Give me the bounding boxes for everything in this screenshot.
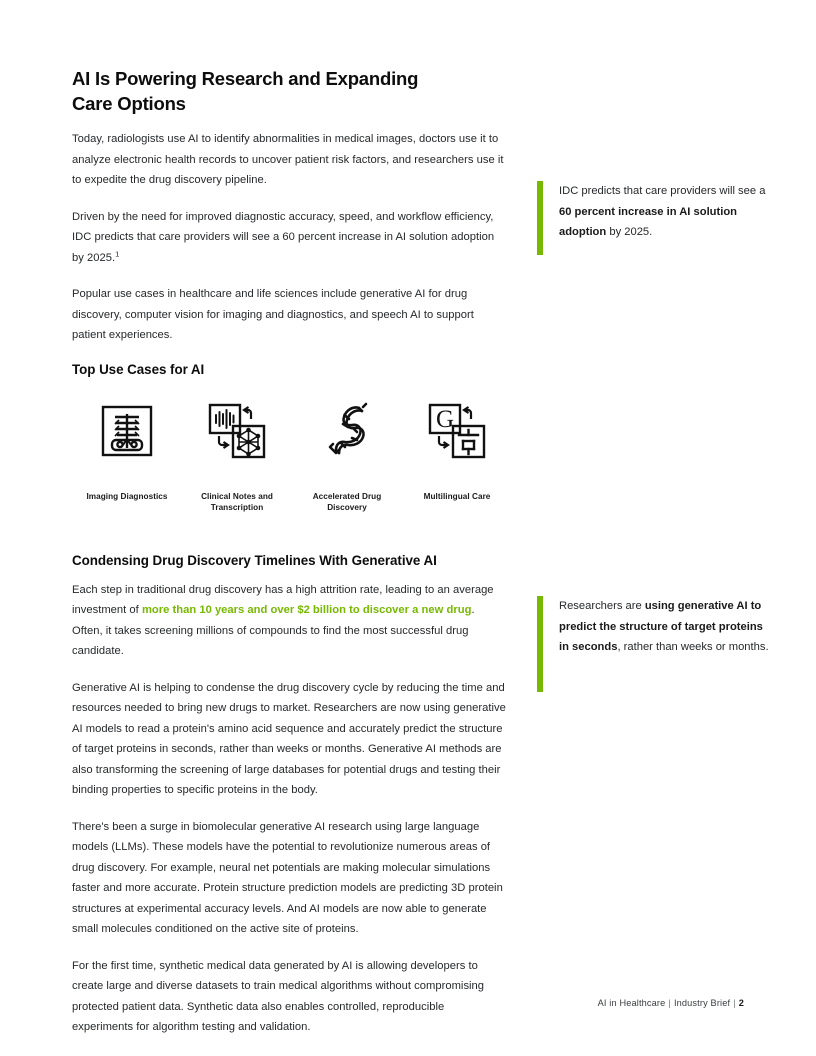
intro-paragraph-2-text: Driven by the need for improved diagnostic accuracy, speed, and workflow efficiency, IDC predicts that care providers will see a 60 percent increase in AI solution adoption by 2025. [72, 210, 495, 264]
intro-paragraph-3: Popular use cases in healthcare and life sciences include generative AI for drug discovery, computer vision for imaging and diagnostics, and speech AI to support patient experiences. [72, 288, 474, 341]
dna-helix-icon [319, 400, 375, 462]
use-case-item-multilingual-care [402, 400, 512, 514]
use-case-item-clinical-notes [182, 400, 292, 514]
use-case-label-multilingual-care [403, 491, 511, 503]
use-case-label-clinical-notes [183, 491, 291, 514]
use-cases-heading: Top Use Cases for AI [72, 361, 205, 377]
language-translation-icon [427, 400, 487, 462]
footer-separator-1: | [668, 998, 671, 1008]
use-case-label-line-1: Multilingual Care [423, 491, 491, 501]
intro-paragraph-1: Today, radiologists use AI to identify abnormalities in medical images, doctors use it to analyze electronic health records to uncover patient risk factors, and researchers use it to expedite the drug discovery pipeline. [72, 133, 504, 186]
pull-quote-text [559, 596, 769, 692]
drug-discovery-paragraph-3: There's been a surge in biomolecular generative AI research using large language models (LLMs). These models have the potential to revolutionize numerous areas of drug discovery. For example, neural net potentials are making molecular simulations faster and more accurate. Protein structure prediction models are predicting 3D protein structures at experimental accuracy levels. And AI models are now able to generate small molecules conditioned on the active site of proteins. [72, 820, 503, 935]
paragraph-suffix: . Often, it takes screening millions of compounds to find the most successful drug candidate. [72, 604, 475, 657]
highlighted-statistic: more than 10 years and over $2 billion to discover a new drug [141, 604, 472, 616]
pull-quote-prefix: IDC predicts that care providers will see a [559, 185, 766, 197]
pull-quote-protein-structure [537, 596, 769, 692]
use-case-item-imaging-diagnostics [72, 400, 182, 514]
main-content-column [72, 66, 506, 1038]
xray-imaging-icon [99, 400, 155, 462]
page-footer [598, 998, 744, 1008]
use-case-item-accelerated-drug-discovery [292, 400, 402, 514]
use-case-label-line-1: Clinical Notes and [201, 491, 273, 501]
drug-discovery-section [72, 553, 506, 1038]
footer-page-number: 2 [738, 998, 744, 1008]
pull-quote-text [559, 181, 769, 255]
use-case-label-line-2: Transcription [210, 503, 264, 512]
pull-quote-bold: using generative AI to predict the structure of target proteins in seconds [559, 600, 763, 653]
pull-quote-bold: 60 percent increase in AI solution adoption [559, 205, 738, 238]
footer-doc-title: AI in Healthcare [597, 998, 666, 1008]
pull-quote-idc-prediction [537, 181, 769, 255]
use-case-label-accelerated-drug-discovery [293, 491, 401, 514]
drug-discovery-heading: Condensing Drug Discovery Timelines With Generative AI [72, 552, 437, 568]
page-title [72, 66, 506, 116]
use-case-label-line-2: Discovery [327, 503, 367, 512]
page-title-line-1: AI Is Powering Research and Expanding [72, 68, 419, 89]
pull-quote-accent-bar [537, 596, 543, 692]
footer-separator-2: | [733, 998, 736, 1008]
footer-doc-type: Industry Brief [673, 998, 731, 1008]
pull-quote-suffix: , rather than weeks or months. [617, 641, 769, 653]
intro-paragraph-2 [72, 207, 506, 269]
drug-discovery-paragraph-2: Generative AI is helping to condense the drug discovery cycle by reducing the time and resources needed to bring new drugs to market. Researchers are now using generative AI models to read a protein's amino acid sequence and accurately predict the structure of target proteins in seconds, rather than weeks or months. Generative AI methods are also transforming the screening of large databases for potential drugs and testing their binding properties to specific proteins in the body. [72, 681, 506, 796]
pull-quote-suffix: by 2025. [606, 226, 653, 238]
drug-discovery-paragraph-4: For the first time, synthetic medical data generated by AI is allowing developers to create large and diverse datasets to train medical algorithms without compromising protected patient data. Synthetic data also enables controlled, reproducible experiments for algorithm testing and validation. [72, 959, 485, 1033]
svg-text:G: G [435, 405, 455, 433]
footnote-marker: 1 [115, 248, 120, 258]
pull-quote-accent-bar [537, 181, 543, 255]
speech-waveform-network-icon [207, 400, 267, 462]
use-case-label-line-1: Accelerated Drug [312, 491, 382, 501]
use-cases-row [72, 400, 512, 514]
pull-quote-prefix: Researchers are [559, 600, 645, 612]
drug-discovery-paragraph-1 [72, 580, 506, 662]
use-case-label-imaging-diagnostics [73, 491, 181, 503]
use-case-label-line-1: Imaging Diagnostics [86, 491, 168, 501]
paragraph-prefix: Each step in traditional drug discovery has a high attrition rate, leading to an average investment of [72, 583, 494, 616]
page-title-line-2: Care Options [72, 93, 186, 114]
